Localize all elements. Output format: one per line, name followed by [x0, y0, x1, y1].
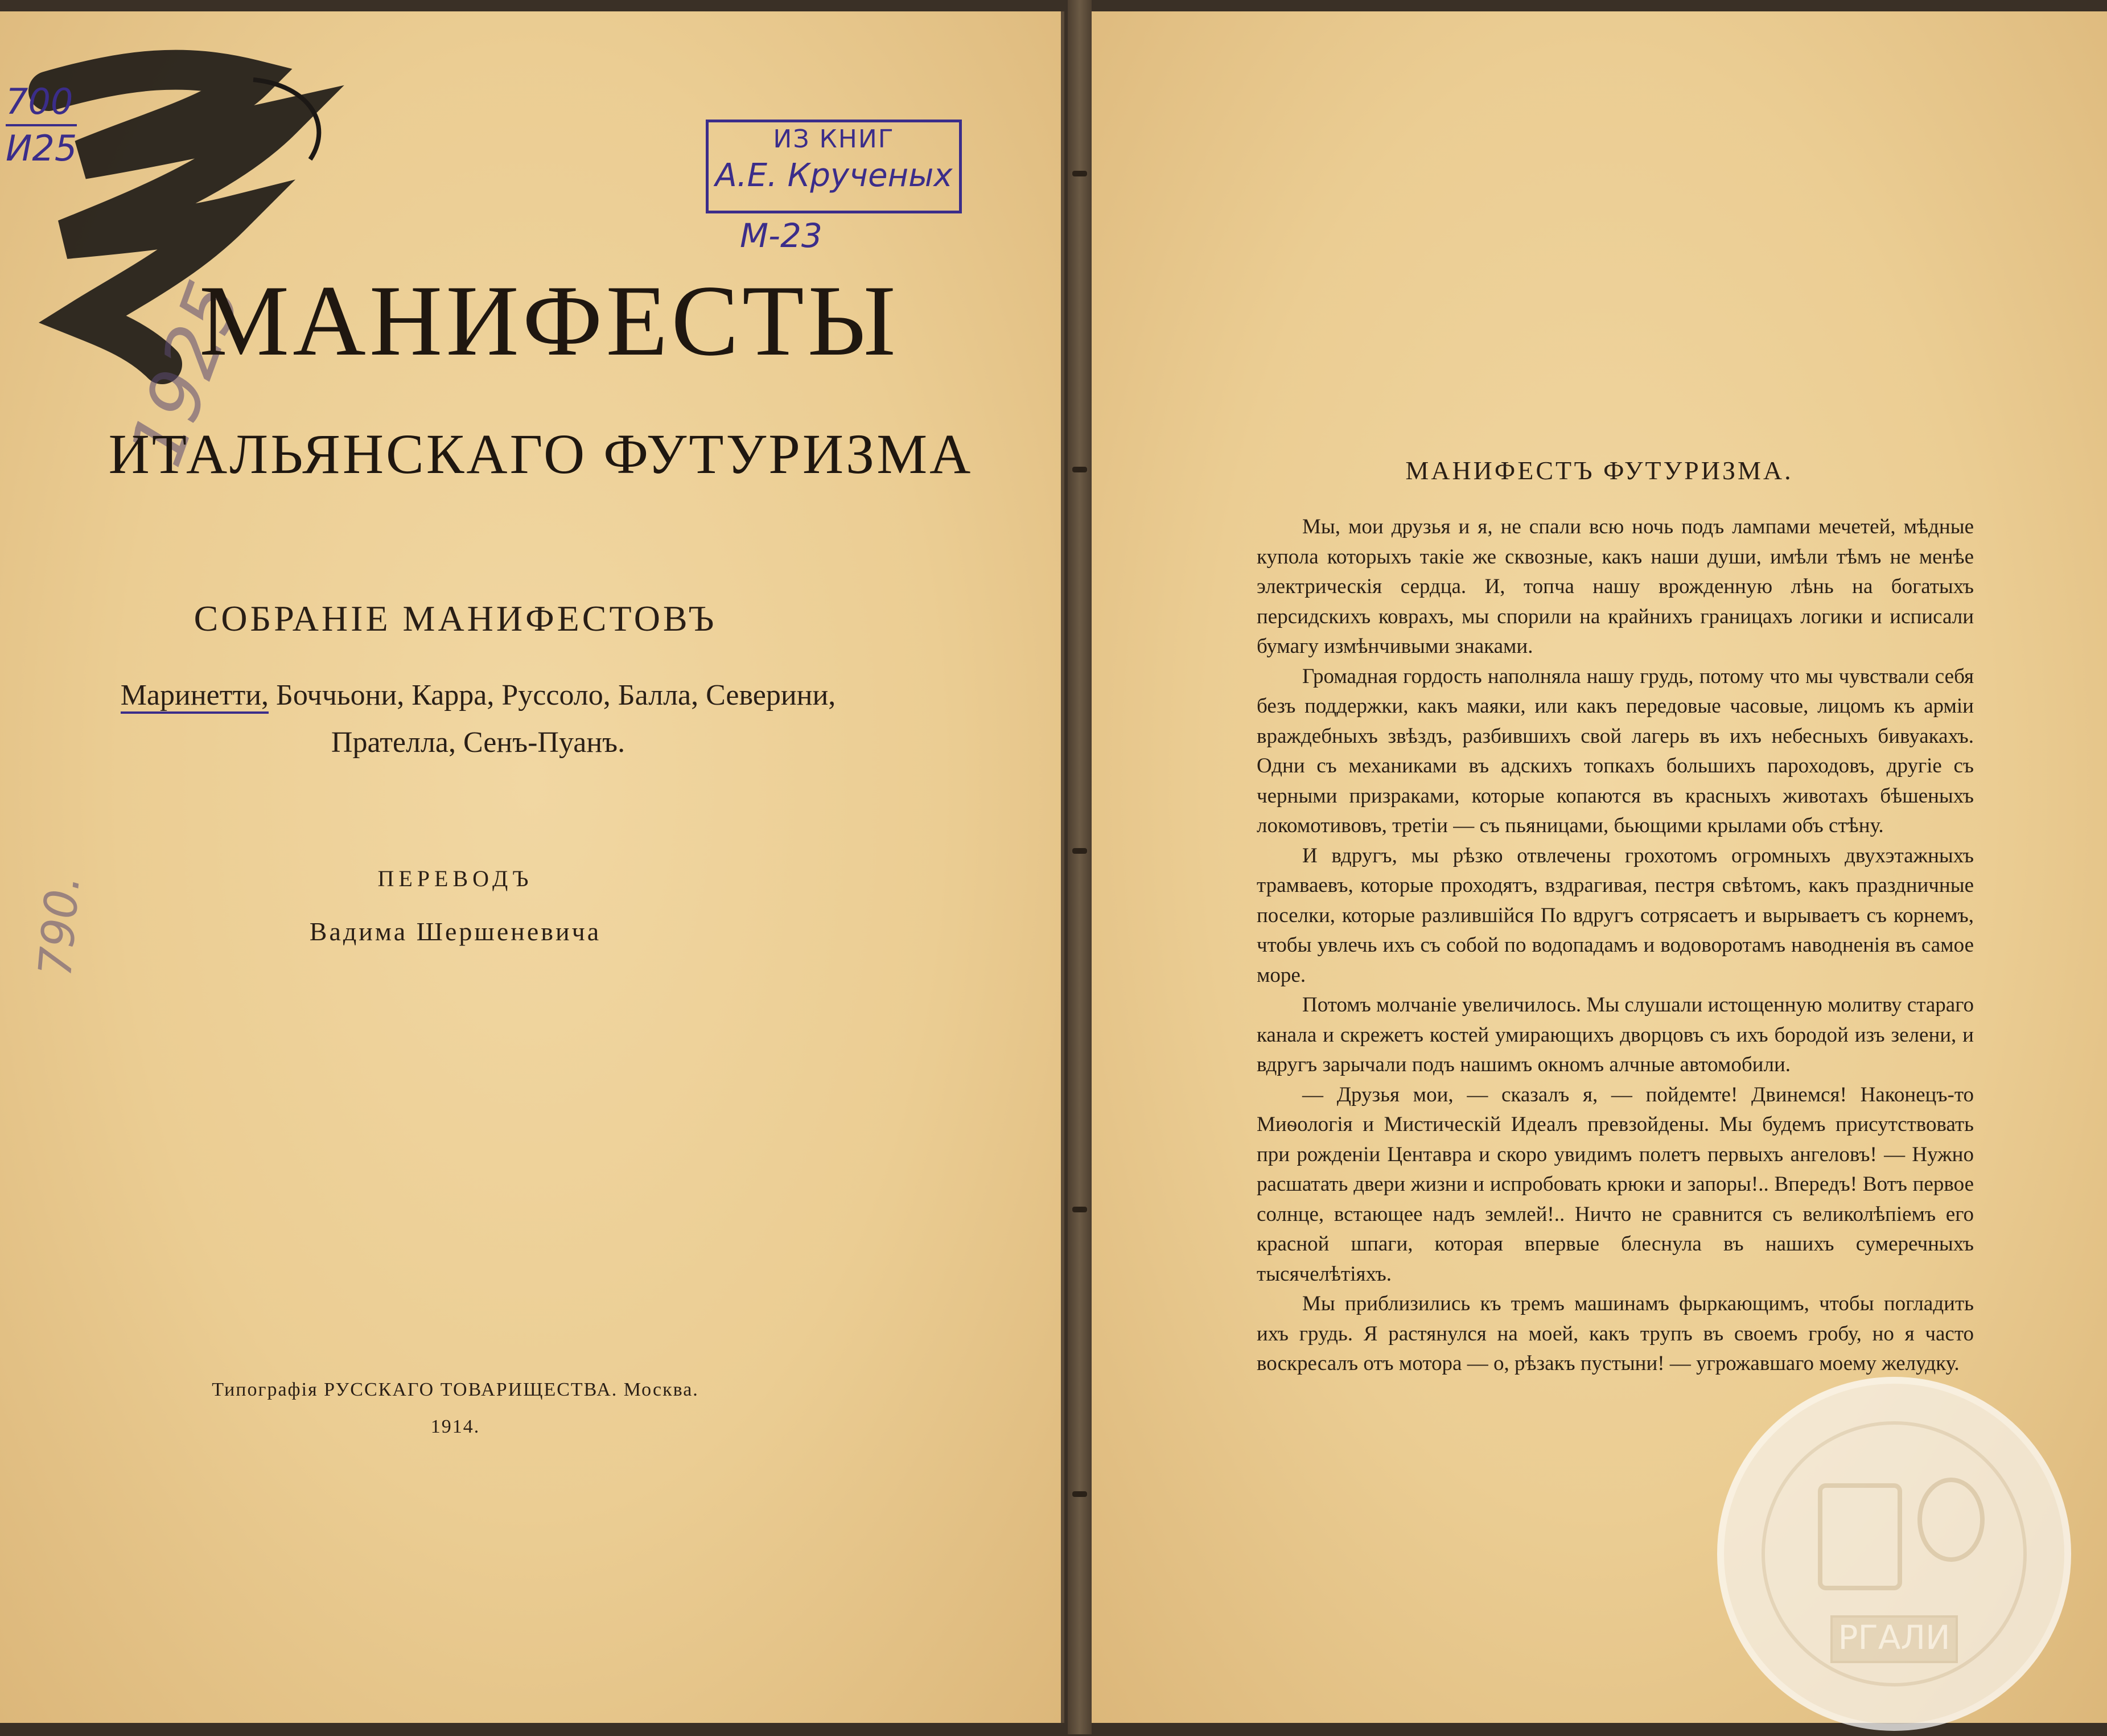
book-subtitle: ИТАЛЬЯНСКАГО ФУТУРИЗМА	[108, 422, 973, 486]
stamp-owner: А.Е. Крученых	[715, 157, 953, 194]
collection-heading: СОБРАНІЕ МАНИФЕСТОВЪ	[194, 598, 717, 639]
translator-name: Вадима Шершеневича	[309, 917, 602, 946]
paragraph: Мы, мои друзья и я, не спали всю ночь подъ лампами мечетей, мѣдные купола которыхъ такіе же сквозные, какъ наши души, имѣли тѣмъ не менѣе электрическія сердца. И, топча нашу врожденную лѣнь на богатыхъ персидскихъ коврахъ, мы спорили на крайнихъ границахъ логики и исписали бумагу измѣнчивыми знаками.	[1257, 515, 1974, 658]
stamp-number: М-23	[740, 216, 822, 255]
chapter-title: МАНИФЕСТЪ ФУТУРИЗМА.	[1405, 456, 1793, 485]
binding-stitch	[1072, 467, 1087, 472]
printer-line: Типографія РУССКАГО ТОВАРИЩЕСТВА. Москва.	[212, 1379, 699, 1400]
library-stamp	[706, 120, 962, 213]
shelfmark-line-1: 700	[6, 80, 77, 126]
paragraph: Мы приблизились къ тремъ машинамъ фыркающимъ, чтобы погладить ихъ грудь. Я растянулся на моей, какъ трупъ въ своемъ гробу, но я часто воскресалъ отъ мотора — о, рѣзакъ пустыни! — угрожавшаго моему желудку.	[1257, 1292, 1974, 1375]
text-page	[1092, 11, 2107, 1723]
paragraph: — Друзья мои, — сказалъ я, — пойдемте! Двинемся! Наконецъ-то Миѳологія и Мистическій Идеалъ превзойдены. Мы будемъ присутствовать при рожденіи Центавра и скоро увидимъ полетъ первыхъ ангеловъ! — Нужно расшатать двери жизни и испробовать крюки и запоры!.. Впередъ! Вотъ первое солнце, встающее надъ землей!.. Ничто не сравнится съ великолѣпіемъ его красной шпаги, которая впервые блеснула въ нашихъ сумеречныхъ тысячелѣтіяхъ.	[1257, 1083, 1974, 1286]
author-marinetti: Маринетти,	[121, 679, 269, 714]
book-spine	[1068, 0, 1092, 1734]
title-page	[0, 11, 1064, 1723]
shelfmark-line-2: И25	[6, 127, 77, 169]
binding-stitch	[1072, 848, 1087, 854]
authors-list	[74, 672, 882, 766]
authors-line-2: Прателла, Сенъ-Пуанъ.	[331, 726, 625, 759]
imprint	[0, 1372, 911, 1445]
publication-year: 1914.	[430, 1416, 480, 1437]
manifesto-body	[1257, 512, 1974, 1379]
stamp-header: ИЗ КНИГ	[773, 125, 895, 154]
translation-label: ПЕРЕВОДЪ	[377, 866, 533, 891]
archive-seal-icon	[1712, 1372, 2076, 1736]
paragraph: Потомъ молчаніе увеличилось. Мы слушали истощенную молитву стараго канала и скрежетъ костей умирающихъ дворцовъ съ ихъ бородой изъ зелени, и вдругъ зарычали подъ нашимъ окномъ алчные автомобили.	[1257, 993, 1974, 1076]
authors-rest: Боччьони, Карра, Руссоло, Балла, Северини,	[269, 679, 836, 711]
handwritten-number: 1925	[112, 270, 258, 477]
binding-stitch	[1072, 1207, 1087, 1212]
paragraph: Громадная гордость наполняла нашу грудь, потому что мы чувствали себя безъ поддержки, какъ маяки, или какъ передовые часовые, лицомъ къ арміи враждебныхъ звѣздъ, разбившихъ свой лагерь въ ихъ небесныхъ бивуакахъ. Одни съ механиками въ адскихъ топкахъ большихъ пароходовъ, другіе съ черными призраками, которые копаются въ красныхъ животахъ бѣшеныхъ локомотивовъ, третіи — съ пьяницами, бьющими крылами объ стѣну.	[1257, 664, 1974, 837]
handwritten-side-number: 790.	[28, 873, 90, 979]
binding-stitch	[1072, 171, 1087, 176]
binding-stitch	[1072, 1491, 1087, 1497]
seal-label: РГАЛИ	[1838, 1618, 1950, 1657]
book-title: МАНИФЕСТЫ	[199, 264, 899, 377]
paragraph: И вдругъ, мы рѣзко отвлечены грохотомъ огромныхъ двухэтажныхъ трамваевъ, которые проходятъ, вздрагивая, пестря свѣтомъ, какъ праздничные поселки, которые разлившійся По вдругъ сотрясаетъ и вырываетъ съ корнемъ, чтобы увлечь ихъ съ собой по водопадамъ и водоворотамъ наводненія въ самое море.	[1257, 844, 1974, 987]
shelfmark	[6, 80, 77, 170]
